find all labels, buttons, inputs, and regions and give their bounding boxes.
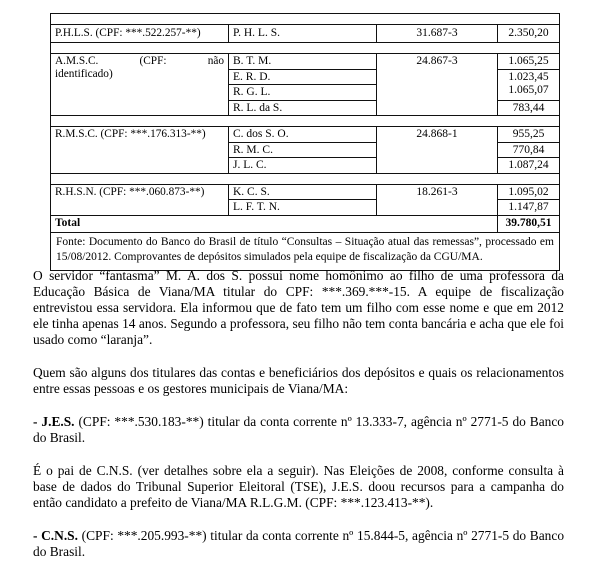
table-cell-beneficiary: R. L. da S. — [229, 100, 377, 116]
holder-line-1 — [55, 55, 224, 68]
cns-initials: - C.N.S. — [33, 528, 78, 543]
table-cell-beneficiary: K. C. S. — [229, 184, 377, 200]
cns-details: (CPF: ***.205.993-**) titular da conta corrente nº 15.844-5, agência nº 2771-5 do Banco do Brasil. — [33, 528, 565, 559]
table-row-rmsc-1 — [51, 127, 560, 143]
table-cell-value: 1.065,25 — [498, 54, 560, 70]
table-spacer-row — [51, 173, 560, 184]
table-cell-beneficiary: B. T. M. — [229, 54, 377, 70]
table-cell-beneficiary: C. dos S. O. — [229, 127, 377, 143]
table-cell-beneficiary: R. M. C. — [229, 142, 377, 158]
table-cell-account: 24.867-3 — [377, 54, 498, 116]
paragraph-jes — [33, 414, 564, 446]
table-spacer-row — [51, 43, 560, 54]
spacer-cell — [51, 173, 560, 184]
table-cell-holder: R.M.S.C. (CPF: ***.176.313-**) — [51, 127, 229, 174]
table-cell-value-merged — [498, 69, 560, 100]
spacer-cell — [51, 14, 560, 25]
jes-initials: - J.E.S. — [33, 414, 75, 429]
table-cell-value: 955,25 — [498, 127, 560, 143]
holder-word: A.M.S.C. — [55, 55, 99, 67]
paragraph-servidor-fantasma: O servidor “fantasma” M. A. dos S. possui nome homônimo ao filho de uma professora da Educação Básica de Viana/MA titular do CPF: ***.369.***-15. A equipe de fiscalização entrevistou essa servidora. Ela informou que de fato tem um filho com esse nome e que em 2012 ele tinha apenas 14 anos. Segundo a professora, seu filho não tem conta bancária e acha que ele foi usado como “laranja”. — [33, 268, 564, 347]
holder-line-2: identificado) — [55, 67, 113, 80]
body-text — [33, 268, 564, 575]
table-cell-value: 1.087,24 — [498, 158, 560, 174]
table-cell-holder: P.H.L.S. (CPF: ***.522.257-**) — [51, 25, 229, 43]
table-cell-holder — [51, 54, 229, 116]
table-cell-value: 1.095,02 — [498, 184, 560, 200]
paragraph-cns — [33, 528, 564, 560]
table-row-phls — [51, 25, 560, 43]
jes-details: (CPF: ***.530.183-**) titular da conta corrente nº 13.333-7, agência nº 2771-5 do Banco do Brasil. — [33, 414, 564, 445]
table-row-amsc-1 — [51, 54, 560, 70]
table-cell-account: 24.868-1 — [377, 127, 498, 174]
table-row-rhsn-1 — [51, 184, 560, 200]
spacer-cell — [51, 43, 560, 54]
holder-word: (CPF: — [139, 55, 167, 67]
total-value: 39.780,51 — [498, 215, 560, 232]
table-cell-beneficiary: R. G. L. — [229, 85, 377, 101]
table-cell-beneficiary: P. H. L. S. — [229, 25, 377, 43]
table-cell-account: 31.687-3 — [377, 25, 498, 43]
table-cell-holder: R.H.S.N. (CPF: ***.060.873-**) — [51, 184, 229, 215]
table-cell-value: 783,44 — [498, 100, 560, 116]
table-cell-beneficiary: L. F. T. N. — [229, 200, 377, 216]
table-spacer-row — [51, 14, 560, 25]
table-cell-value: 1.147,87 — [498, 200, 560, 216]
source-note: Fonte: Documento do Banco do Brasil de título “Consultas – Situação atual das remessas”, processado em 15/08/2012. Comprovantes de depósitos simulados pela equipe de fiscalização da CGU/MA. — [51, 232, 560, 270]
table-cell-beneficiary: J. L. C. — [229, 158, 377, 174]
table-spacer-row — [51, 116, 560, 127]
paragraph-jes-relations: É o pai de C.N.S. (ver detalhes sobre ela a seguir). Nas Eleições de 2008, conforme consulta à base de dados do Tribunal Superior Eleitoral (TSE), J.E.S. doou recursos para a campanha do então candidato a prefeito de Viana/MA R.L.G.M. (CPF: ***.123.413-**). — [33, 463, 564, 510]
table-cell-account: 18.261-3 — [377, 184, 498, 215]
table-cell-beneficiary: E. R. D. — [229, 69, 377, 85]
deposits-table — [50, 13, 560, 271]
paragraph-titulares-intro: Quem são alguns dos titulares das contas e beneficiários dos depósitos e quais os relacionamentos entre essas pessoas e os gestores municipais de Viana/MA: — [33, 365, 564, 396]
spacer-cell — [51, 116, 560, 127]
table-cell-value: 2.350,20 — [498, 25, 560, 43]
table-cell-value: 1.023,45 — [508, 70, 549, 83]
table-row-source — [51, 232, 560, 270]
table-row-total — [51, 215, 560, 232]
total-label: Total — [51, 215, 498, 232]
table-cell-value: 1.065,07 — [508, 84, 549, 96]
table-cell-value: 770,84 — [498, 142, 560, 158]
holder-word: não — [207, 55, 224, 67]
